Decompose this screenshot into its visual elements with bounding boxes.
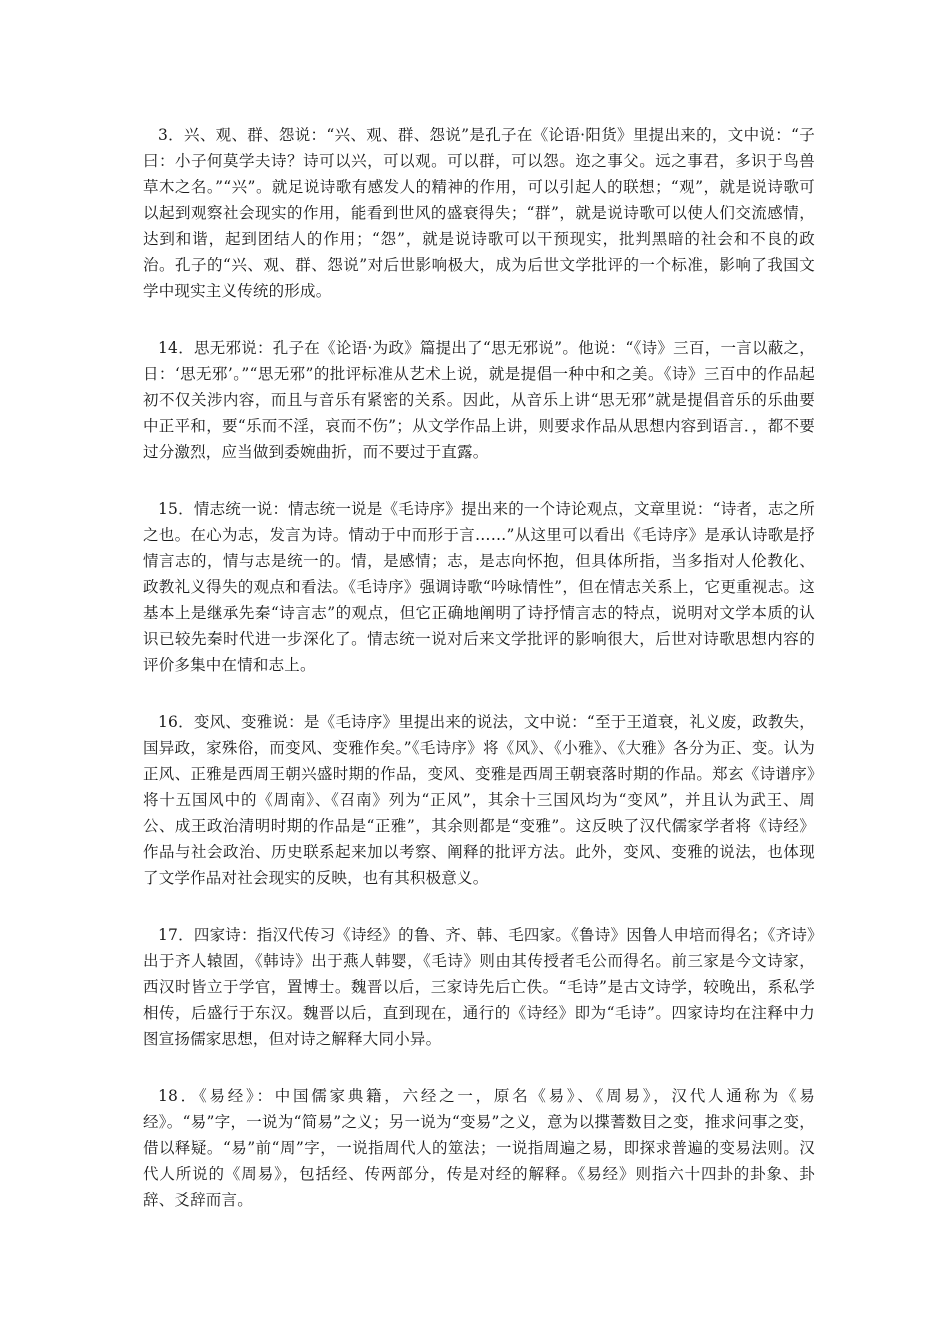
paragraph-si-jia-shi: 17．四家诗：指汉代传习《诗经》的鲁、齐、韩、毛四家。《鲁诗》因鲁人申培而得名；《齐诗》出于齐人辕固，《韩诗》出于燕人韩婴，《毛诗》则由其传授者毛公而得名。前三家是今文诗家，西汉时皆立于学官，置博士。魏晋以后，三家诗先后亡佚。“毛诗”是古文诗学，较晚出，系私学相传，后盛行于东汉。魏晋以后，直到现在，通行的《诗经》即为“毛诗”。四家诗均在注释中力图宣扬儒家思想，但对诗之解释大同小异。 [143,926,815,1048]
document-body [143,122,815,1244]
paragraph-bian-feng-bian-ya: 16．变风、变雅说：是《毛诗序》里提出来的说法，文中说：“至于王道衰，礼义废，政教失，国异政，家殊俗，而变风、变雅作矣。”《毛诗序》将《风》、《小雅》、《大雅》各分为正、变。认为正风、正雅是西周王朝兴盛时期的作品，变风、变雅是西周王朝衰落时期的作品。郑玄《诗谱序》将十五国风中的《周南》、《召南》列为“正风”，其余十三国风均为“变风”，并且认为武王、周公、成王政治清明时期的作品是“正雅”，其余则都是“变雅”。这反映了汉代儒家学者将《诗经》作品与社会政治、历史联系起来加以考察、阐释的批评方法。此外，变风、变雅的说法，也体现了文学作品对社会现实的反映，也有其积极意义。 [143,713,815,887]
paragraph-si-wu-xie: 14．思无邪说：孔子在《论语·为政》篇提出了“思无邪说”。他说：“《诗》三百，一言以蔽之，日：‘思无邪’。”“思无邪”的批评标准从艺术上说，就是提倡一种中和之美。《诗》三百中的作品起初不仅关涉内容，而且与音乐有紧密的关系。因此，从音乐上讲“思无邪”就是提倡音乐的乐曲要中正平和，要“乐而不淫，哀而不伤”；从文学作品上讲，则要求作品从思想内容到语言．，都不要过分激烈，应当做到委婉曲折，而不要过于直露。 [143,339,815,461]
paragraph-qing-zhi-tong-yi: 15．情志统一说：情志统一说是《毛诗序》提出来的一个诗论观点，文章里说：“诗者，志之所之也。在心为志，发言为诗。情动于中而形于言……”从这里可以看出《毛诗序》是承认诗歌是抒情言志的，情与志是统一的。情，是感情；志，是志向怀抱，但具体所指，当多指对人伦教化、政教礼义得失的观点和看法。《毛诗序》强调诗歌“吟咏情性”，但在情志关系上，它更重视志。这基本上是继承先秦“诗言志”的观点，但它正确地阐明了诗抒情言志的特点，说明对文学本质的认识已较先秦时代进一步深化了。情志统一说对后来文学批评的影响很大，后世对诗歌思想内容的评价多集中在情和志上。 [143,500,815,674]
paragraph-xing-guan-qun-yuan: 3．兴、观、群、怨说：“兴、观、群、怨说”是孔子在《论语·阳货》里提出来的，文中说：“子曰：小子何莫学夫诗？诗可以兴，可以观。可以群，可以怨。迩之事父。远之事君，多识于鸟兽草木之名。”“兴”。就足说诗歌有感发人的精神的作用，可以引起人的联想；“观”，就是说诗歌可以起到观察社会现实的作用，能看到世风的盛衰得失；“群”，就是说诗歌可以使人们交流感情，达到和谐，起到团结人的作用；“怨”，就是说诗歌可以干预现实，批判黑暗的社会和不良的政治。孔子的“兴、观、群、怨说”对后世影响极大，成为后世文学批评的一个标准，影响了我国文学中现实主义传统的形成。 [143,126,815,300]
paragraph-yi-jing: 18．《易经》：中国儒家典籍，六经之一，原名《易》、《周易》，汉代人通称为《易经》。“易”字，一说为“简易”之义；另一说为“变易”之义，意为以揲蓍数目之变，推求问事之变，借以释疑。“易”前“周”字，一说指周代人的筮法；一说指周遍之易，即探求普遍的变易法则。汉代人所说的《周易》，包括经、传两部分，传是对经的解释。《易经》则指六十四卦的卦象、卦辞、爻辞而言。 [143,1087,815,1209]
